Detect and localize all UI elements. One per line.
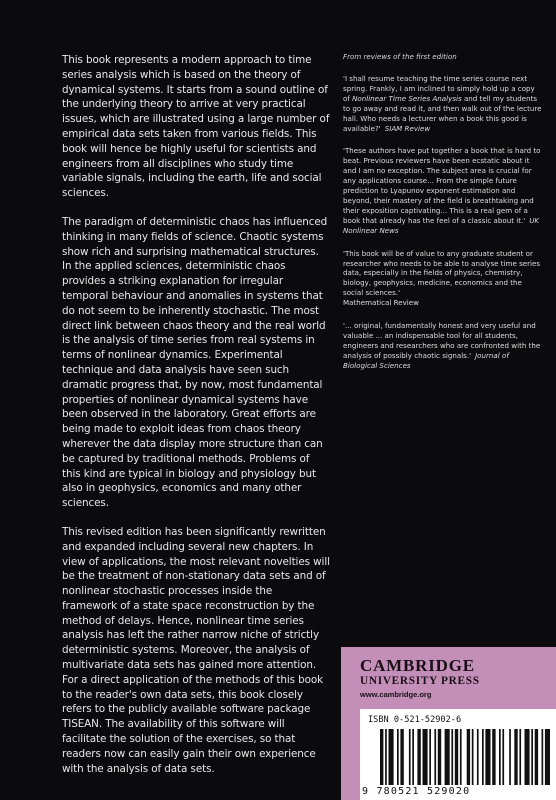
description-column	[62, 53, 330, 790]
review-2-text: 'These authors have put together a book that is hard to beat. Previous reviewers have been ecstatic about it and I am no exception. The subject area is crucial for any applications course... From the simple future prediction to Lyapunov exponent estimation and beyond, their mastery of the field is breathtaking and their exposition captivating... This is a real gem of a book that already has the feel of a classic about it.'	[343, 146, 541, 225]
review-3-text: 'This book will be of value to any graduate student or researcher who needs to be able to analyse time series data, especially in the fields of physics, chemistry, biology, geophysics, medicine, economics and the social sciences.'	[343, 248, 541, 298]
description-paragraph-1: This book represents a modern approach to time series analysis which is based on the theory of dynamical systems. It starts from a sound outline of the underlying theory to arrive at very practical issues, which are illustrated using a large number of empirical data sets taken from various fields. This book will hence be highly useful for scientists and engineers from all disciplines who study time variable signals, including the earth, life and social sciences.	[62, 54, 330, 200]
barcode-bar	[492, 729, 495, 785]
barcode-bar	[542, 729, 544, 785]
review-3	[343, 249, 543, 308]
barcode-bar	[423, 729, 428, 785]
barcode-bar	[409, 729, 411, 785]
review-1	[343, 74, 543, 133]
barcode-bar	[472, 729, 474, 785]
barcode-bar	[412, 729, 414, 785]
barcode-bar	[445, 729, 450, 785]
barcode-bar	[499, 729, 501, 785]
barcode-bar	[455, 729, 458, 785]
review-2-source: UK Nonlinear News	[343, 215, 540, 235]
review-4	[343, 321, 543, 371]
publisher-box	[341, 647, 556, 800]
barcode-bar	[525, 729, 530, 785]
publisher-name: CAMBRIDGE	[360, 656, 475, 675]
barcode-bar	[438, 729, 441, 785]
review-1-source: SIAM Review	[384, 123, 431, 133]
review-4-source: Journal of Biological Sciences	[343, 350, 509, 370]
description-paragraph-3: This revised edition has been significantly rewritten and expanded including several new chapters. In view of applications, the most relevant novelties will be the treatment of non-stationary data sets and of nonlinear stochastic processes inside the framework of a state space reconstruction by the method of delays. Hence, nonlinear time series analysis has left the rather narrow niche of strictly deterministic systems. Moreover, the analysis of multivariate data sets has gained more attention. For a direct application of the methods of this book to the reader's own data sets, this book closely refers to the publicly available software package TISEAN. The availability of this software will facilitate the solution of the exercises, so that readers now can easily gain their own experience with the analysis of data sets.	[62, 525, 330, 775]
barcode-bar	[389, 729, 394, 785]
publisher-url: www.cambridge.org	[360, 690, 432, 699]
barcode-bar	[519, 729, 521, 785]
barcode-bar	[477, 729, 479, 785]
barcode-bar	[429, 729, 431, 785]
barcode-bar	[502, 729, 504, 785]
barcode-digits: 9 780521 529020	[362, 786, 471, 797]
barcode-bar	[535, 729, 538, 785]
review-1-book-title: Nonlinear Time Series Analysis	[352, 93, 462, 103]
barcode-bar	[397, 729, 399, 785]
review-1-text-end: and tell my students to go away and read it, and then walk out of the lecture hall. Who needs a lecturer when a book this good is available?'	[343, 93, 542, 133]
barcode-bar	[509, 729, 511, 785]
reviews-column	[343, 52, 543, 384]
barcode-bar	[545, 729, 550, 785]
review-4-text: '... original, fundamentally honest and very useful and valuable ... an indispensable tool for all students, engineers and researchers who are confronted with the analysis of possibly chaotic signals.'	[343, 321, 541, 360]
barcode-bar	[385, 729, 387, 785]
barcode-bar	[467, 729, 470, 785]
review-1-text-start: 'I shall resume teaching the time series course next spring. Frankly, I am inclined to simply hold up a copy of	[343, 74, 535, 103]
barcode-bar	[485, 729, 490, 785]
description-paragraph-2: The paradigm of deterministic chaos has influenced thinking in many fields of science. Chaotic systems show rich and surprising mathematical structures. In the applied sciences, deterministic chaos provides a striking explanation for irregular temporal behaviour and anomalies in systems that do not seem to be inherently stochastic. The most direct link between chaos theory and the real world is the analysis of time series from real systems in terms of nonlinear dynamics. Experimental technique and data analysis have seen such dramatic progress that, by now, most fundamental properties of nonlinear dynamical systems have been observed in the laboratory. Great efforts are being made to exploit ideas from chaos theory wherever the data display more structure than can be captured by traditional methods. Problems of this kind are typical in biology and physiology but also in geophysics, economics and many other sciences.	[62, 215, 328, 510]
barcode-bar	[434, 729, 436, 785]
publisher-subname: UNIVERSITY PRESS	[360, 675, 480, 687]
reviews-heading: From reviews of the first edition	[343, 52, 457, 61]
barcode-bar	[451, 729, 453, 785]
barcode-panel	[360, 709, 556, 800]
review-2	[343, 146, 543, 235]
review-3-source: Mathematical Review	[343, 298, 419, 308]
barcode-bar	[531, 729, 533, 785]
barcode-bar	[514, 729, 517, 785]
isbn-label: ISBN 0-521-52902-6	[368, 715, 462, 725]
barcode-bar	[417, 729, 420, 785]
barcode-bar	[380, 729, 383, 785]
barcode-bar	[400, 729, 403, 785]
barcode-bar	[482, 729, 484, 785]
barcode-bar	[460, 729, 462, 785]
